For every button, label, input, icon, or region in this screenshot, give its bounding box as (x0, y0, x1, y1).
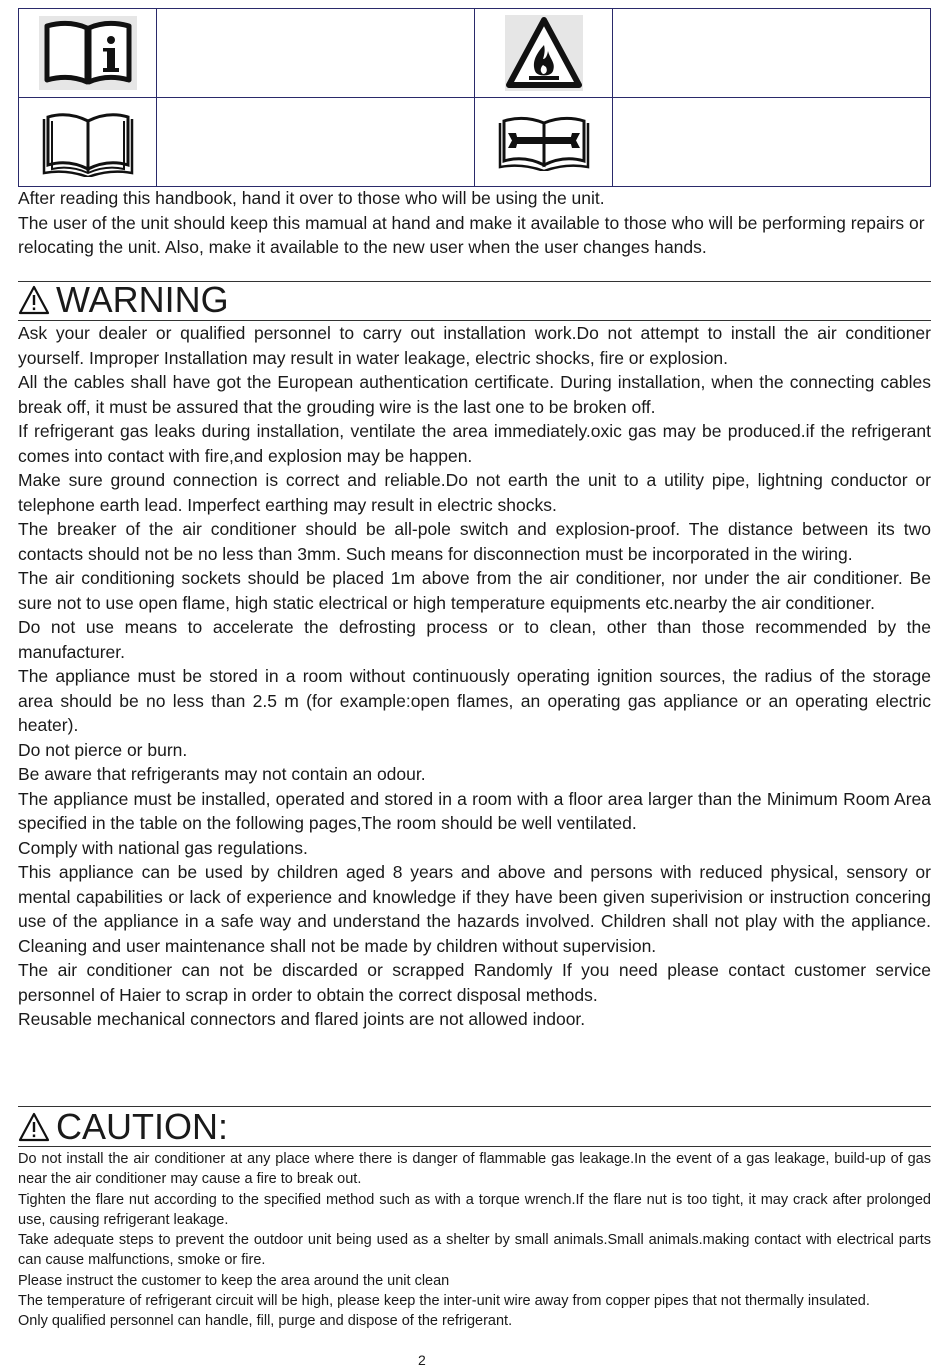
caution-item: The temperature of refrigerant circuit will be high, please keep the inter-unit wire away from copper pipes that not thermally insulated. (18, 1293, 870, 1310)
warning-item: The air conditioner can not be discarded or scrapped Randomly If you need please contact customer service personnel of Haier to scrap in order to obtain the correct disposal methods. (18, 960, 931, 1005)
flammable-warning-icon (505, 15, 583, 91)
warning-item: The appliance must be stored in a room without continuously operating ignition sources, the radius of the storage area should be no less than 2.5 m (for example:open flames, an operating gas appliance or an operating electric heater). (18, 666, 931, 735)
symbol-desc-cell-1 (157, 9, 475, 98)
warning-triangle-icon (18, 285, 50, 315)
warning-list (18, 321, 931, 1032)
service-manual-icon (498, 113, 590, 171)
warning-item: Comply with national gas regulations. (18, 837, 308, 858)
open-book-icon (42, 107, 134, 177)
caution-item: Take adequate steps to prevent the outdoor unit being used as a shelter by small animals.Small animals.making contact with electrical parts can cause malfunctions, smoke or fire. (18, 1232, 931, 1269)
warning-item: Reusable mechanical connectors and flared joints are not allowed indoor. (18, 1009, 586, 1029)
warning-item: The air conditioning sockets should be placed 1m above from the air conditioner, nor under the air conditioner. Be sure not to use open flame, high static electrical or high temperature equipments etc.nearby the air conditioner. (18, 568, 931, 613)
warning-item: Make sure ground connection is correct and reliable.Do not earth the unit to a utility pipe, lightning conductor or telephone earth lead. Imperfect earthing may result in electric shocks. (18, 470, 931, 515)
symbol-cell-info (19, 9, 157, 98)
intro-text (18, 186, 931, 260)
symbol-table (18, 8, 931, 187)
caution-item: Only qualified personnel can handle, fill, purge and dispose of the refrigerant. (18, 1313, 513, 1330)
divider (18, 1146, 931, 1147)
caution-item: Tighten the flare nut according to the specified method such as with a torque wrench.If the flare nut is too tight, it may crack after prolonged use, causing refrigerant leakage. (18, 1191, 931, 1228)
symbol-cell-flammable (475, 9, 613, 98)
caution-list (18, 1149, 931, 1332)
info-book-icon (39, 16, 137, 90)
symbol-cell-manual (19, 98, 157, 187)
warning-item: This appliance can be used by children aged 8 years and above and persons with reduced physical, sensory or mental capabilities or lack of experience and knowledge if they have been given superivision or instruction concering use of the appliance in a safe way and understand the hazards involved. Children shall not play with the appliance. Cleaning and user maintenance shall not be made by children without supervision. (18, 862, 931, 956)
warning-item: The appliance must be installed, operated and stored in a room with a floor area larger than the Minimum Room Area specified in the table on the following pages,The room should be well ventilated. (18, 788, 931, 833)
warning-item: Do not use means to accelerate the defrosting process or to clean, other than those recommended by the manufacturer. (18, 617, 931, 662)
symbol-desc-cell-2 (613, 9, 931, 98)
page-number: 2 (418, 1352, 426, 1368)
warning-item: Do not pierce or burn. (18, 739, 188, 760)
symbol-cell-service (475, 98, 613, 187)
warning-heading (18, 280, 229, 320)
warning-item: If refrigerant gas leaks during installation, ventilate the area immediately.oxic gas may be produced.if the refrigerant comes into contact with fire,and explosion may be happen. (18, 421, 931, 466)
warning-heading-text: WARNING (56, 279, 229, 320)
warning-triangle-icon (18, 1112, 50, 1142)
caution-item: Do not install the air conditioner at any place where there is danger of flammable gas leakage.In the event of a gas leakage, build-up of gas near the air conditioner may cause a fire to break out. (18, 1151, 931, 1188)
intro-paragraph: The user of the unit should keep this mamual at hand and make it available to those who will be performing repairs or relocating the unit. Also, make it available to the new user when the user changes hands. (18, 212, 925, 257)
symbol-desc-cell-3 (157, 98, 475, 187)
warning-item: Ask your dealer or qualified personnel to carry out installation work.Do not attempt to install the air conditioner yourself. Improper Installation may result in water leakage, electric shocks, fire or explosion. (18, 323, 931, 368)
warning-item: All the cables shall have got the European authentication certificate. During installation, when the connecting cables break off, it must be assured that the grouding wire is the last one to be broken off. (18, 372, 931, 417)
caution-heading (18, 1107, 228, 1147)
warning-item: Be aware that refrigerants may not contain an odour. (18, 764, 426, 784)
symbol-desc-cell-4 (613, 98, 931, 187)
caution-heading-text: CAUTION: (56, 1106, 229, 1147)
warning-item: The breaker of the air conditioner should be all-pole switch and explosion-proof. The distance between its two contacts should not be no less than 3mm. Such means for disconnection must be incorporated in the wiring. (18, 519, 931, 564)
intro-paragraph: After reading this handbook, hand it over to those who will be using the unit. (18, 188, 605, 208)
caution-item: Please instruct the customer to keep the area around the unit clean (18, 1272, 450, 1289)
